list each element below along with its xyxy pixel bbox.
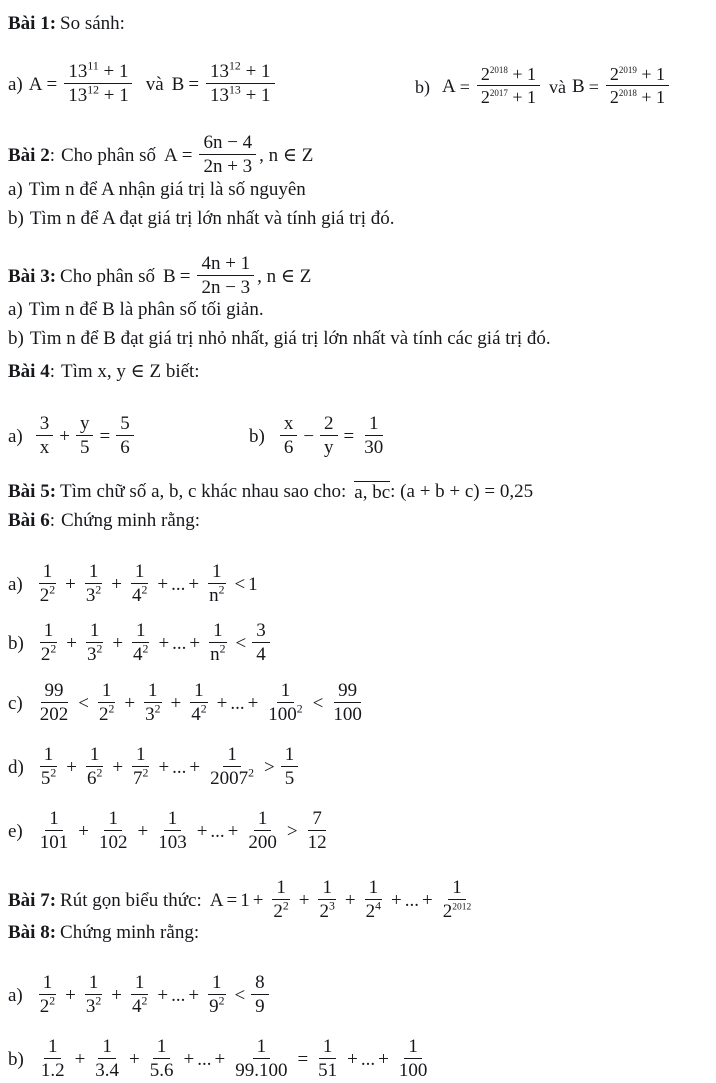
series-term (37, 1036, 69, 1082)
rhs-fraction (304, 808, 331, 854)
plus-op: + (347, 1049, 358, 1071)
series-term (36, 972, 59, 1018)
plus-op: + (216, 693, 228, 715)
bai5-overlined-number: a, bc (354, 482, 391, 503)
fraction-numerator: 1 (39, 561, 57, 584)
fraction-denominator: $3^2$ (145, 702, 161, 726)
relation-op: < (234, 985, 246, 1007)
plus-op: + (247, 693, 259, 715)
ellipsis: ... (172, 633, 187, 655)
bai2-prompt: Cho phân số (60, 145, 156, 167)
fraction-denominator: $4^2$ (131, 583, 148, 607)
bai4-b-eq: = (343, 426, 355, 448)
plus-op: + (66, 757, 77, 779)
fraction-numerator: 1 (254, 808, 272, 831)
bai1-b-eq2: = (588, 76, 599, 97)
bai2-var: A (163, 145, 178, 167)
bai7-eq: = (226, 890, 238, 912)
plus-op: + (111, 985, 122, 1007)
ellipsis: ... (230, 693, 245, 715)
fraction-numerator: 1 (85, 972, 103, 995)
fraction-denominator: $4^2$ (191, 702, 207, 726)
fraction-numerator: 1 (448, 877, 466, 900)
rhs-fraction (251, 972, 269, 1018)
fraction-numerator: y (76, 413, 94, 436)
fraction-denominator: $4^2$ (133, 642, 149, 666)
fraction-denominator: $4^2$ (131, 994, 148, 1018)
series-last-term (205, 561, 228, 607)
bai1-a-fraction-1 (64, 61, 132, 107)
plus-op: + (74, 1049, 86, 1071)
fraction-numerator: 7 (308, 808, 326, 831)
plus-op: + (65, 574, 76, 596)
fraction-numerator: 1 (98, 1036, 116, 1059)
bai3-fraction (197, 253, 254, 299)
bai1-b-conjunction: và (549, 76, 567, 97)
series-term (362, 877, 385, 923)
fraction-numerator: 5 (116, 413, 134, 436)
plus-op: + (124, 693, 136, 715)
series-term (129, 620, 152, 666)
fraction-numerator: 1 (404, 1036, 422, 1059)
fraction-numerator: 1 (85, 561, 103, 584)
fraction-numerator: 1 (131, 972, 149, 995)
plus-op: + (170, 693, 182, 715)
series-term (316, 877, 339, 923)
fraction-denominator: 5 (284, 768, 295, 790)
bai4-b-op1: − (303, 426, 315, 448)
bai7-var: A (209, 890, 224, 912)
fraction-denominator: $2^2$ (273, 899, 289, 923)
fraction-numerator: 1 (98, 680, 116, 703)
bai3-condition: , n ∈ Z (257, 266, 312, 288)
fraction-numerator: 1 (281, 744, 299, 767)
series-term (269, 877, 292, 923)
bai7-label: Bài 7: (8, 890, 57, 912)
bai4-colon: : (49, 361, 55, 382)
series-last-term (206, 744, 258, 790)
series-last-term (439, 877, 476, 923)
bai2-condition: , n ∈ Z (259, 145, 314, 167)
fraction-numerator: 1 (144, 680, 162, 703)
fraction-numerator: 1 (208, 972, 226, 995)
series-last-term (231, 1036, 291, 1082)
bai6-b-letter: b) (8, 633, 24, 655)
fraction-numerator: 3 (252, 620, 270, 643)
series-term (128, 561, 151, 607)
bai1-b-letter: b) (415, 76, 430, 97)
relation-op-2: < (312, 693, 324, 715)
bai8-a-letter: a) (8, 985, 23, 1007)
bai4-b-term-1 (280, 413, 298, 459)
bai7-heading (8, 878, 478, 924)
fraction-numerator: 4n + 1 (197, 253, 254, 276)
fraction-numerator: 1 (272, 877, 290, 900)
bai2-part-b (8, 209, 394, 228)
fraction-denominator: $9^2$ (209, 994, 225, 1018)
plus-op: + (65, 985, 76, 1007)
bai2-label: Bài 2 (8, 145, 50, 167)
fraction-denominator: $2^2$ (98, 702, 115, 726)
fraction-numerator: 6n − 4 (199, 132, 256, 155)
series-last-term (206, 620, 229, 666)
relation-op: < (235, 633, 247, 655)
plus-op: + (129, 1049, 140, 1071)
fraction-numerator: 1 (131, 561, 149, 584)
bai1-a-eq2: = (188, 74, 200, 96)
fraction-denominator: $13^{12} + 1$ (68, 83, 129, 107)
rhs-fraction-1 (314, 1036, 341, 1082)
fraction-denominator: 101 (39, 832, 69, 854)
rhs-fraction (281, 744, 299, 790)
rhs-value: 1 (248, 574, 258, 596)
bai2-colon: : (49, 145, 55, 167)
fraction-numerator: $13^{12} + 1$ (206, 61, 274, 84)
bai1-label: Bài 1: (8, 13, 57, 34)
fraction-numerator: x (280, 413, 298, 436)
bai3-b-text: Tìm n để B đạt giá trị nhỏ nhất, giá trị lớn nhất và tính các giá trị đó. (29, 328, 551, 349)
bai4-a-term-3 (116, 413, 134, 459)
bai1-heading (8, 14, 125, 33)
bai5-heading (8, 481, 533, 503)
bai4-b-term-2 (320, 413, 338, 459)
plus-op: + (157, 985, 169, 1007)
fraction-numerator: 1 (132, 744, 150, 767)
series-term (146, 1036, 178, 1082)
fraction-denominator: $2^4$ (365, 899, 382, 923)
plus-op: + (157, 574, 169, 596)
series-term (95, 680, 118, 726)
bai1-a-conjunction: và (145, 74, 164, 96)
fraction-denominator: $3^2$ (85, 994, 102, 1018)
bai1-a-eq: = (46, 74, 58, 96)
fraction-denominator: 6 (283, 437, 294, 459)
series-term (95, 808, 132, 854)
fraction-numerator: 3 (36, 413, 54, 436)
fraction-denominator: $2^2$ (40, 642, 57, 666)
bai2-fraction (199, 132, 256, 178)
fraction-numerator: 1 (209, 620, 227, 643)
plus-op: + (137, 821, 149, 843)
fraction-numerator: 1 (318, 877, 336, 900)
plus-op: + (188, 574, 200, 596)
bai4-label: Bài 4 (8, 361, 50, 382)
bai6-part-c (8, 681, 369, 727)
bai1-b-fraction-2 (606, 64, 669, 107)
plus-op: + (214, 1049, 226, 1071)
bai7-prompt: Rút gọn biểu thức: (60, 890, 202, 912)
bai1-a-letter: a) (8, 74, 23, 96)
bai3-eq: = (179, 266, 191, 288)
bai2-heading (8, 133, 313, 179)
bai3-a-letter: a) (8, 299, 23, 320)
plus-op: + (112, 757, 124, 779)
series-term (82, 561, 105, 607)
fraction-denominator: $2^{2018} + 1$ (609, 87, 666, 108)
fraction-denominator: $5^2$ (40, 766, 57, 790)
bai4-a-op1: + (59, 426, 70, 448)
fraction-denominator: 6 (120, 437, 130, 459)
series-term (83, 744, 106, 790)
bai4-heading (8, 362, 200, 381)
fraction-denominator: 2n − 3 (201, 277, 251, 299)
fraction-denominator: y (324, 437, 334, 459)
bai6-colon: : (49, 510, 55, 531)
fraction-numerator: 1 (153, 1036, 171, 1059)
fraction-numerator: 1 (365, 413, 383, 436)
fraction-denominator: 99.100 (235, 1060, 288, 1082)
fraction-denominator: $2^2$ (39, 994, 56, 1018)
fraction-denominator: 3.4 (95, 1060, 120, 1082)
fraction-denominator: 4 (256, 644, 266, 666)
fraction-denominator: x (39, 437, 50, 459)
bai5-expression: : (a + b + c) = 0,25 (390, 481, 534, 503)
fraction-denominator: 102 (98, 832, 128, 854)
ellipsis: ... (404, 890, 419, 912)
fraction-numerator: 1 (104, 808, 122, 831)
fraction-denominator: 2007$^2$ (210, 766, 255, 790)
bai1-b-fraction-1 (477, 64, 540, 107)
ellipsis: ... (171, 985, 186, 1007)
series-term (141, 680, 164, 726)
bai1-a-fraction-2 (206, 61, 274, 107)
bai6-prompt: Chứng minh rằng: (60, 510, 201, 531)
bai3-prompt: Cho phân số (60, 266, 156, 288)
bai1-prompt: So sánh: (60, 13, 125, 34)
bai1-part-a (8, 59, 278, 108)
ellipsis: ... (197, 1049, 212, 1071)
series-last-term (264, 680, 306, 726)
plus-op: + (189, 757, 201, 779)
fraction-numerator: 1 (164, 808, 182, 831)
bai2-b-text: Tìm n để A đạt giá trị lớn nhất và tính giá trị đó. (29, 208, 395, 229)
bai2-eq: = (181, 145, 193, 167)
fraction-denominator: 5.6 (149, 1060, 174, 1082)
plus-op: + (66, 633, 77, 655)
fraction-numerator: $13^{11} + 1$ (64, 61, 132, 84)
plus-op: + (378, 1049, 389, 1071)
bai8-part-b (8, 1037, 434, 1083)
plus-op: + (112, 633, 124, 655)
fraction-denominator: 200 (248, 832, 277, 854)
bai3-a-text: Tìm n để B là phân số tối giản. (28, 299, 264, 320)
series-term (37, 620, 60, 666)
bai4-part-b (249, 414, 390, 460)
fraction-numerator: 1 (365, 877, 383, 900)
bai6-a-letter: a) (8, 574, 23, 596)
fraction-numerator: 1 (45, 808, 63, 831)
plus-op: + (227, 821, 239, 843)
fraction-denominator: $13^{13} + 1$ (210, 83, 271, 107)
plus-op: + (421, 890, 433, 912)
bai3-var: B (163, 266, 176, 288)
fraction-denominator: $3^2$ (86, 642, 103, 666)
bai2-a-text: Tìm n để A nhận giá trị là số nguyên (28, 179, 306, 200)
fraction-numerator: 99 (41, 680, 68, 703)
rhs-fraction-2 (395, 1036, 432, 1082)
relation-op: = (297, 1049, 309, 1071)
fraction-numerator: 1 (208, 561, 226, 584)
bai1-b-eq: = (459, 76, 470, 97)
fraction-denominator: 100 (333, 704, 362, 726)
plus-op: + (252, 890, 264, 912)
fraction-numerator: 1 (132, 620, 150, 643)
bai6-part-b (8, 621, 273, 667)
fraction-numerator: 1 (253, 1036, 271, 1059)
fraction-denominator: 12 (307, 832, 327, 854)
series-last-term (244, 808, 281, 854)
fraction-denominator: 9 (255, 996, 265, 1018)
bai4-part-a (8, 414, 137, 460)
fraction-denominator: $2^{2012}$ (442, 901, 472, 923)
fraction-denominator: 1.2 (40, 1060, 65, 1082)
bai4-b-letter: b) (249, 426, 265, 448)
fraction-denominator: $2^{2017} + 1$ (480, 87, 537, 108)
fraction-numerator: 1 (190, 680, 208, 703)
plus-op: + (298, 890, 310, 912)
relation-op: < (234, 574, 246, 596)
series-term (154, 808, 191, 854)
fraction-denominator: $3^2$ (85, 583, 102, 607)
fraction-numerator: 99 (334, 680, 361, 703)
bai1-a-var2: B (171, 74, 185, 96)
relation-op-1: < (78, 693, 89, 715)
plus-op: + (196, 821, 208, 843)
bai8-prompt: Chứng minh rằng: (60, 922, 200, 943)
ellipsis: ... (172, 757, 187, 779)
rhs-fraction (329, 680, 366, 726)
fraction-numerator: 1 (86, 620, 104, 643)
fraction-denominator: $2^3$ (319, 899, 335, 923)
bai8-label: Bài 8: (8, 922, 57, 943)
fraction-denominator: 2n + 3 (203, 156, 253, 178)
bai2-part-a (8, 180, 306, 199)
series-term (129, 744, 152, 790)
fraction-denominator: $n^2$ (209, 583, 225, 607)
bai1-a-var1: A (28, 74, 43, 96)
series-term (36, 561, 59, 607)
series-term (82, 972, 105, 1018)
series-term (128, 972, 151, 1018)
ellipsis-2: ... (360, 1049, 376, 1071)
ellipsis: ... (171, 574, 186, 596)
fraction-numerator: 1 (223, 744, 241, 767)
bai5-label: Bài 5: (8, 481, 57, 503)
bai8-part-a (8, 973, 272, 1019)
fraction-numerator: 1 (319, 1036, 337, 1059)
plus-op: + (111, 574, 122, 596)
plus-op: + (189, 633, 201, 655)
bai6-c-letter: c) (8, 693, 23, 715)
bai5-prompt: Tìm chữ số a, b, c khác nhau sao cho: (60, 481, 347, 503)
bai4-b-term-3 (360, 413, 387, 459)
fraction-numerator: 1 (44, 1036, 62, 1059)
series-term (91, 1036, 123, 1082)
plus-op: + (78, 821, 89, 843)
fraction-denominator: 100 (398, 1060, 428, 1082)
relation-op: > (264, 757, 275, 779)
bai6-part-a (8, 562, 258, 608)
plus-op: + (158, 757, 170, 779)
fraction-numerator: 8 (251, 972, 269, 995)
plus-op: + (344, 890, 356, 912)
bai4-prompt: Tìm x, y ∈ Z biết: (60, 361, 200, 382)
bai7-first-term: 1 (240, 890, 250, 912)
bai6-d-letter: d) (8, 757, 24, 779)
bai6-e-letter: e) (8, 821, 23, 843)
fraction-denominator: 103 (158, 832, 187, 854)
series-term (37, 744, 60, 790)
fraction-numerator: 1 (277, 680, 295, 703)
plus-op: + (391, 890, 402, 912)
bai6-label: Bài 6 (8, 510, 50, 531)
bai1-b-var1: A (442, 76, 456, 98)
fraction-numerator: $2^{2018} + 1$ (477, 64, 540, 86)
bai3-heading (8, 254, 311, 300)
plus-op: + (158, 633, 170, 655)
bai3-label: Bài 3: (8, 266, 57, 288)
bai1-b-var2: B (572, 76, 585, 98)
bai4-a-letter: a) (8, 426, 23, 448)
series-term (36, 808, 73, 854)
bai4-a-term-2 (76, 413, 94, 459)
fraction-denominator: 30 (364, 437, 384, 459)
ellipsis: ... (210, 821, 225, 843)
fraction-denominator: 202 (39, 704, 69, 726)
relation-op: > (286, 821, 298, 843)
fraction-denominator: 5 (79, 437, 90, 459)
fraction-numerator: 1 (40, 744, 58, 767)
series-term (83, 620, 106, 666)
bai2-b-letter: b) (8, 208, 24, 229)
fraction-denominator: $7^2$ (133, 766, 149, 790)
bai8-b-letter: b) (8, 1049, 24, 1071)
bai3-b-letter: b) (8, 328, 24, 349)
plus-op: + (188, 985, 200, 1007)
series-last-term (205, 972, 228, 1018)
bai2-a-letter: a) (8, 179, 23, 200)
bai6-heading (8, 511, 200, 530)
bai3-part-a (8, 300, 264, 319)
bai4-a-term-1 (36, 413, 54, 459)
bai6-part-d (8, 745, 301, 791)
bai1-part-b (415, 65, 672, 108)
fraction-numerator: $2^{2019} + 1$ (606, 64, 669, 86)
bai3-part-b (8, 329, 551, 348)
rhs-fraction (252, 620, 270, 666)
bai6-part-e (8, 809, 334, 855)
lhs-fraction (36, 680, 73, 726)
fraction-numerator: 1 (40, 620, 58, 643)
plus-op: + (183, 1049, 195, 1071)
fraction-numerator: 2 (320, 413, 338, 436)
series-term (187, 680, 210, 726)
fraction-numerator: 1 (86, 744, 104, 767)
fraction-denominator: $100^2$ (268, 702, 303, 726)
fraction-denominator: $n^2$ (210, 642, 226, 666)
fraction-denominator: $2^2$ (39, 583, 56, 607)
fraction-denominator: $6^2$ (86, 766, 103, 790)
bai4-a-eq: = (99, 426, 111, 448)
bai8-heading (8, 923, 199, 942)
fraction-denominator: 51 (318, 1060, 338, 1082)
fraction-numerator: 1 (39, 972, 57, 995)
